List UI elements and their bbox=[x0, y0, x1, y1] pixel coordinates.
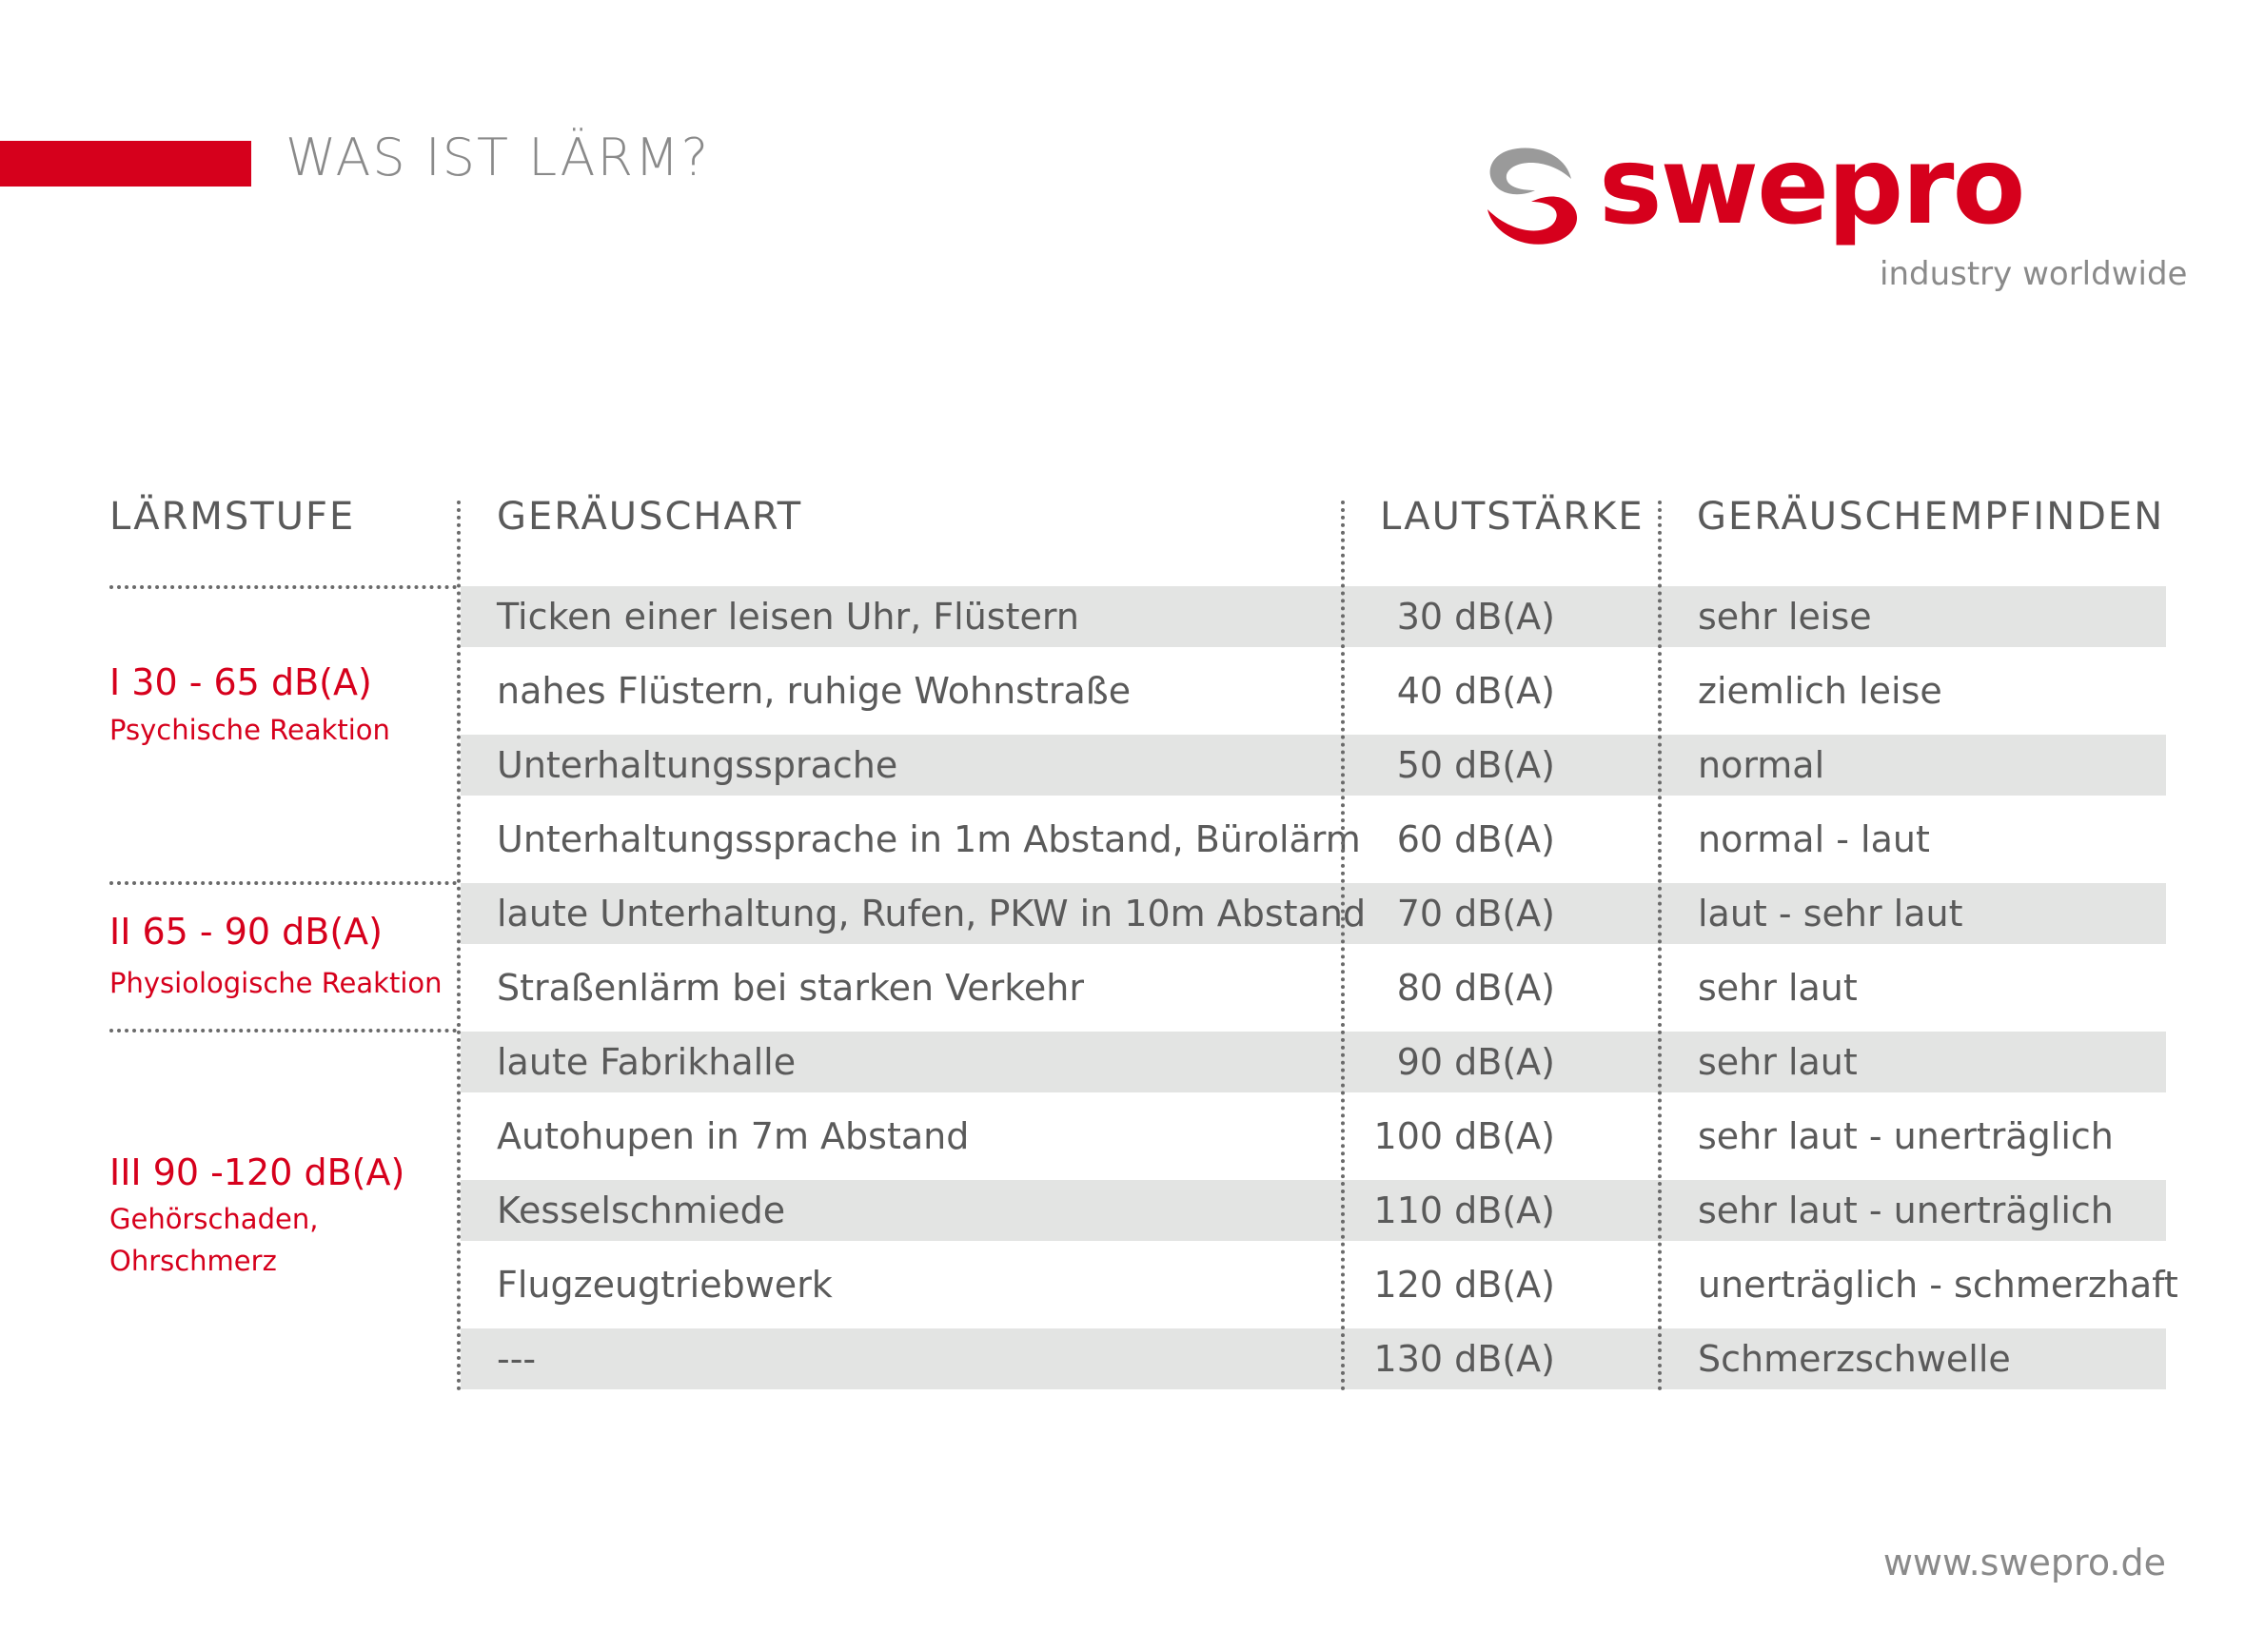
volume-cell: 70 dB(A) bbox=[1396, 893, 1555, 934]
perception-cell: normal - laut bbox=[1698, 818, 1930, 860]
noise-type-cell: Flugzeugtriebwerk bbox=[497, 1264, 833, 1306]
header-geraeuschart: GERÄUSCHART bbox=[497, 495, 803, 539]
website-link[interactable]: www.swepro.de bbox=[1882, 1542, 2166, 1583]
perception-cell: sehr laut - unerträglich bbox=[1698, 1115, 2114, 1157]
logo-tagline: industry worldwide bbox=[1880, 255, 2188, 293]
perception-cell: Schmerzschwelle bbox=[1698, 1338, 2011, 1380]
perception-cell: ziemlich leise bbox=[1698, 670, 1942, 712]
noise-type-cell: --- bbox=[497, 1338, 537, 1380]
volume-cell: 50 dB(A) bbox=[1396, 744, 1555, 786]
table-row bbox=[461, 1328, 2166, 1389]
table-row bbox=[461, 1032, 2166, 1092]
header-lautstaerke: LAUTSTÄRKE bbox=[1380, 495, 1645, 539]
noise-type-cell: Straßenlärm bei starken Verkehr bbox=[497, 967, 1084, 1009]
noise-type-cell: Unterhaltungssprache in 1m Abstand, Bürolärm bbox=[497, 818, 1361, 860]
header-geraeuschempfinden: GERÄUSCHEMPFINDEN bbox=[1697, 495, 2165, 539]
level-2-title: II 65 - 90 dB(A) bbox=[109, 911, 383, 953]
page-title: WAS IST LÄRM? bbox=[286, 128, 711, 187]
header-laermstufe: LÄRMSTUFE bbox=[109, 495, 356, 539]
table-row bbox=[461, 1180, 2166, 1241]
level-3-description-line-2: Ohrschmerz bbox=[109, 1245, 277, 1277]
table-row bbox=[461, 957, 2166, 1018]
table-row bbox=[461, 809, 2166, 870]
level-1-title: I 30 - 65 dB(A) bbox=[109, 661, 372, 703]
volume-cell: 120 dB(A) bbox=[1373, 1264, 1555, 1306]
table-row bbox=[461, 1254, 2178, 1315]
volume-cell: 110 dB(A) bbox=[1373, 1190, 1555, 1231]
title-accent-bar bbox=[0, 141, 251, 187]
volume-cell: 30 dB(A) bbox=[1396, 596, 1555, 638]
column-divider bbox=[457, 501, 461, 1391]
table-row bbox=[461, 660, 2166, 721]
noise-type-cell: laute Fabrikhalle bbox=[497, 1041, 797, 1083]
logo-wordmark: swepro bbox=[1599, 125, 2024, 248]
level-separator bbox=[109, 1029, 457, 1032]
noise-type-cell: laute Unterhaltung, Rufen, PKW in 10m Abstand bbox=[497, 893, 1367, 934]
level-separator bbox=[109, 881, 457, 885]
table-row bbox=[461, 586, 2166, 647]
column-divider bbox=[1658, 501, 1662, 1391]
swepro-logo bbox=[1480, 125, 2188, 295]
perception-cell: sehr laut bbox=[1698, 967, 1858, 1009]
perception-cell: unerträglich - schmerzhaft bbox=[1698, 1264, 2178, 1306]
volume-cell: 90 dB(A) bbox=[1396, 1041, 1555, 1083]
perception-cell: normal bbox=[1698, 744, 1825, 786]
noise-type-cell: nahes Flüstern, ruhige Wohnstraße bbox=[497, 670, 1132, 712]
level-separator bbox=[109, 585, 457, 589]
noise-type-cell: Autohupen in 7m Abstand bbox=[497, 1115, 970, 1157]
noise-type-cell: Unterhaltungssprache bbox=[497, 744, 898, 786]
perception-cell: laut - sehr laut bbox=[1698, 893, 1963, 934]
table-row bbox=[461, 735, 2166, 796]
table-row bbox=[461, 1106, 2166, 1167]
perception-cell: sehr laut - unerträglich bbox=[1698, 1190, 2114, 1231]
table-row bbox=[461, 883, 2166, 944]
volume-cell: 100 dB(A) bbox=[1373, 1115, 1555, 1157]
volume-cell: 130 dB(A) bbox=[1373, 1338, 1555, 1380]
swepro-swoosh-logo-icon bbox=[1480, 143, 1585, 257]
volume-cell: 60 dB(A) bbox=[1396, 818, 1555, 860]
perception-cell: sehr leise bbox=[1698, 596, 1872, 638]
noise-type-cell: Kesselschmiede bbox=[497, 1190, 786, 1231]
level-1-description: Psychische Reaktion bbox=[109, 714, 390, 746]
level-2-description: Physiologische Reaktion bbox=[109, 967, 443, 999]
level-3-description-line-1: Gehörschaden, bbox=[109, 1203, 319, 1235]
volume-cell: 80 dB(A) bbox=[1396, 967, 1555, 1009]
level-3-title: III 90 -120 dB(A) bbox=[109, 1151, 405, 1193]
column-divider bbox=[1341, 501, 1345, 1391]
perception-cell: sehr laut bbox=[1698, 1041, 1858, 1083]
noise-type-cell: Ticken einer leisen Uhr, Flüstern bbox=[497, 596, 1079, 638]
volume-cell: 40 dB(A) bbox=[1396, 670, 1555, 712]
